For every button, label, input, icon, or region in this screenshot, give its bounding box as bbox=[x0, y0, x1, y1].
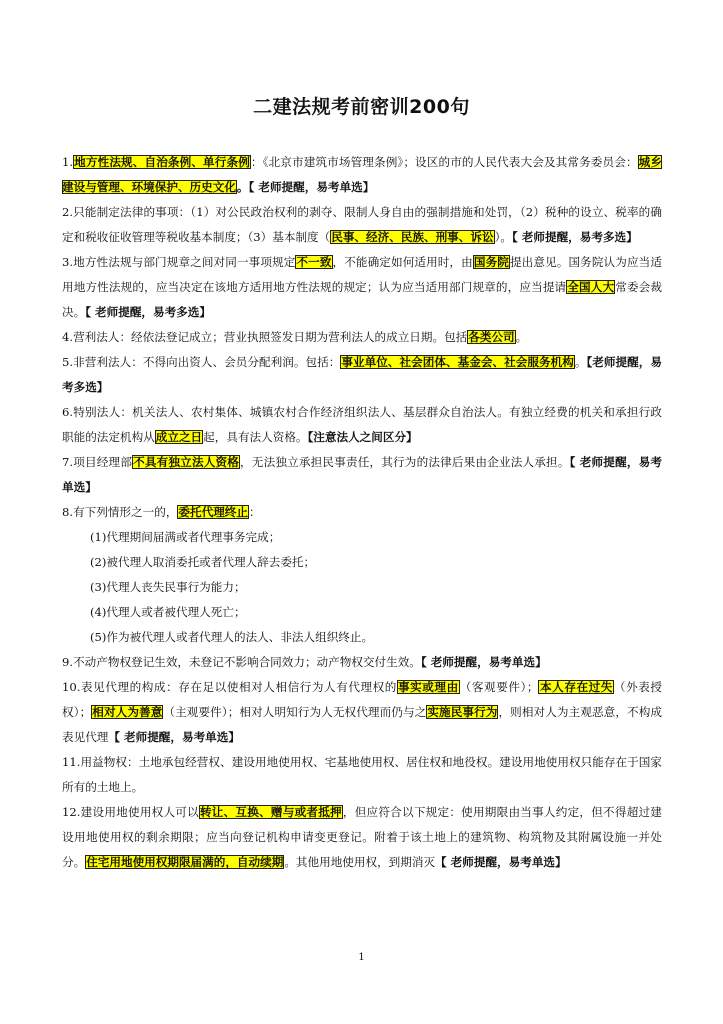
sub-item: (2)被代理人取消委托或者代理人辞去委托； bbox=[90, 555, 316, 569]
list-item: 4.营利法人：经依法登记成立；营业执照签发日期为营利法人的成立日期。包括各类公司。 bbox=[62, 330, 528, 344]
page-number: 1 bbox=[358, 952, 365, 963]
list-item: 9.不动产物权登记生效，未登记不影响合同效力；动产物权交付生效。【 老师提醒，易考单选】 bbox=[62, 655, 547, 669]
list-item: 3.地方性法规与部门规章之间对同一事项规定不一致，不能确定如何适用时，由国务院提出意见。国务院认为应当适用地方性法规的，应当决定在该地方适用地方性法规的规定；认为应当适用部门规章的，应当提请全国人大常委会裁决。【 老师提醒，易考多选】 bbox=[62, 255, 662, 319]
list-item: 1.地方性法规、自治条例、单行条例：《北京市建筑市场管理条例》；设区的市的人民代表大会及其常务委员会：城乡建设与管理、环境保护、历史文化。【 老师提醒，易考单选】 bbox=[62, 155, 662, 194]
list-item: 2.只能制定法律的事项：（1）对公民政治权利的剥夺、限制人身自由的强制措施和处罚，（2）税种的设立、税率的确定和税收征收管理等税收基本制度；（3）基本制度（民事、经济、民族、刑事、诉讼）。【 老师提醒，易考多选】 bbox=[62, 205, 662, 244]
list-item: 10.表见代理的构成：存在足以使相对人相信行为人有代理权的事实或理由（客观要件）；本人存在过失（外表授权）；相对人为善意（主观要件）；相对人明知行为人无权代理而仍与之实施民事行为，则相对人为主观恶意，不构成表见代理【 老师提醒，易考单选】 bbox=[62, 680, 662, 744]
document-body bbox=[62, 150, 662, 875]
list-item: 7.项目经理部不具有独立法人资格，无法独立承担民事责任，其行为的法律后果由企业法人承担。【 老师提醒，易考单选】 bbox=[62, 455, 662, 494]
page-title: 二建法规考前密训200句 bbox=[253, 96, 470, 118]
sub-item: (4)代理人或者被代理人死亡； bbox=[90, 605, 246, 619]
list-item: 11.用益物权：土地承包经营权、建设用地使用权、宅基地使用权、居住权和地役权。建设用地使用权只能存在于国家所有的土地上。 bbox=[62, 755, 662, 794]
list-item: 12.建设用地使用权人可以转让、互换、赠与或者抵押，但应符合以下规定：使用期限由当事人约定，但不得超过建设用地使用权的剩余期限；应当向登记机构申请变更登记。附着于该土地上的建筑物、构筑物及其附属设施一并处分。住宅用地使用权期限届满的，自动续期。其他用地使用权，到期消灭【 老师提醒，易考单选】 bbox=[62, 805, 662, 869]
list-item: 6.特别法人：机关法人、农村集体、城镇农村合作经济组织法人、基层群众自治法人。有独立经费的机关和承担行政职能的法定机构从成立之日起，具有法人资格。【注意法人之间区分】 bbox=[62, 405, 662, 444]
list-item: 8.有下列情形之一的，委托代理终止： bbox=[62, 505, 261, 519]
list-item: 5.非营利法人：不得向出资人、会员分配利润。包括：事业单位、社会团体、基金会、社会服务机构。【老师提醒，易考多选】 bbox=[62, 355, 662, 394]
sub-item: (5)作为被代理人或者代理人的法人、非法人组织终止。 bbox=[90, 630, 374, 644]
sub-item: (3)代理人丧失民事行为能力； bbox=[90, 580, 246, 594]
sub-item: (1)代理期间届满或者代理事务完成； bbox=[90, 530, 281, 544]
